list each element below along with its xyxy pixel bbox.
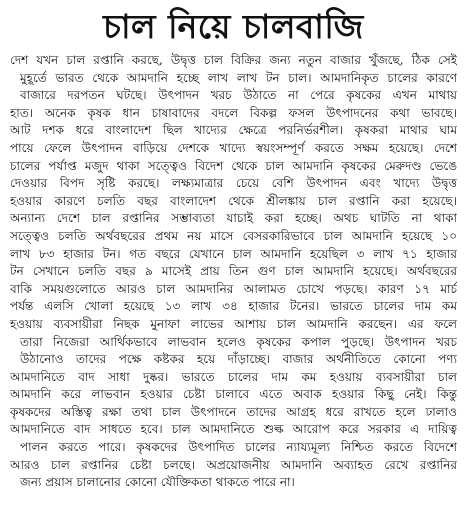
article-line-8: দেওয়ার বিপদ সৃষ্টি করছে। লক্ষ্যমাত্রার চেয়ে বেশি উৎপাদন এবং খাদ্যে উদ্বৃত্ত — [10, 176, 457, 191]
article-line-2: মুহূর্তে ভারত থেকে আমদানি হচ্ছে লাখ লাখ টন চাল। আমদানিকৃত চালের কারণে — [20, 70, 457, 85]
article-line-5: আট দশক ধরে বাংলাদেশ ছিল খাদ্যের ক্ষেত্রে পরনির্ভরশীল। কৃষকরা মাথার ঘাম — [10, 123, 457, 138]
article-line-17: তারা নিজেরা আর্থিকভাবে লাভবান হলেও কৃষকের কপাল পুড়ছে। উৎপাদন খরচ — [20, 334, 457, 349]
article-line-7: চালের পর্যাপ্ত মজুদ থাকা সত্ত্বেও বিদেশ থেকে চাল আমদানি কৃষকের মেরুদণ্ড ভেঙে — [10, 158, 457, 173]
article-line-13: টন সেখানে চলতি বছর ৯ মাসেই প্রায় তিন গুণ চাল আমদানি হয়েছে। অর্থবছরের — [10, 264, 457, 279]
article-line-16: হওয়ায় ব্যবসায়ীরা নিছক মুনাফা লাভের আশায় চাল আমদানি করছেন। এর ফলে — [10, 316, 457, 331]
article-line-15: পর্যন্ত এলসি খোলা হয়েছে ১৩ লাখ ৩৪ হাজার টনের। ভারতে চালের দাম কম — [10, 299, 457, 314]
article-body — [10, 52, 457, 492]
article-line-18: উঠানোও তাদের পক্ষে কষ্টকর হয়ে দাঁড়াচ্ছে। বাজার অর্থনীতিতে কোনো পণ্য — [20, 352, 457, 367]
article-line-20: আমদানি করে লাভবান হওয়ার চেষ্টা চালাবে এতে অবাক হওয়ার কিছু নেই। কিন্তু — [10, 387, 457, 402]
article-headline: চাল নিয়ে চালবাজি — [103, 7, 364, 46]
article-line-4: হাত। অনেক কৃষক ধান চাষাবাদের বদলে বিকল্প ফসল উৎপাদনের কথা ভাবছে। — [10, 105, 457, 120]
article-line-11: সত্ত্বেও চলতি অর্থবছরের প্রথম নয় মাসে বেসরকারিভাবে চাল আমদানি হয়েছে ১০ — [10, 228, 457, 243]
article-line-24: আরও চাল রপ্তানির চেষ্টা চলছে। অপ্রয়োজনীয় আমদানি অব্যাহত রেখে রপ্তানির — [10, 457, 457, 472]
article-line-23: পালন করতে পারে। কৃষকদের উৎপাদিত চালের ন্যায্যমূল্য নিশ্চিত করতে বিদেশে — [20, 440, 457, 455]
article-line-19: আমদানিতে বাদ সাধা দুষ্কর। ভারতে চালের দাম কম হওয়ায় ব্যবসায়ীরা চাল — [10, 369, 457, 384]
article-line-14: বাকি সময়গুলোতে আরও চাল আমদানির আলামত চোখে পড়ছে। কারণ ১৭ মার্চ — [10, 281, 457, 296]
article-line-25: জন্য প্রয়াস চালানোর কোনো যৌক্তিকতা থাকতে পারে না। — [20, 475, 295, 490]
article-line-9: হওয়ার কারণে চলতি বছর বাংলাদেশ থেকে শ্রীলঙ্কায় চাল রপ্তানি করা হয়েছে। — [10, 193, 457, 208]
article-line-3: বাজারে দরপতন ঘটছে। উৎপাদন খরচ উঠাতে না পেরে কৃষকের এখন মাথায় — [20, 88, 457, 103]
article-line-1: দেশ যখন চাল রপ্তানি করছে, উদ্বৃত্ত চাল বিক্রির জন্য নতুন বাজার খুঁজছে, ঠিক সেই — [10, 53, 457, 67]
article-line-6: পায়ে ফেলে উৎপাদন বাড়িয়ে দেশকে খাদ্যে স্বয়ংসম্পূর্ণ করতে সক্ষম হয়েছে। দেশে — [10, 140, 457, 155]
article-line-10: অন্যান্য দেশে চাল রপ্তানির সম্ভাব্যতা যাচাই করা হচ্ছে। অথচ ঘাটতি না থাকা — [10, 211, 457, 226]
article-line-21: কৃষকদের অস্তিত্ব রক্ষা তথা চাল উৎপাদনে তাদের আগ্রহ ধরে রাখতে হলে ঢালাও — [10, 404, 457, 419]
article-line-12: লাখ ৮৩ হাজার টন। গত বছরে যেখানে চাল আমদানি হয়েছিল ৩ লাখ ৭১ হাজার — [10, 246, 457, 261]
article-line-22: আমদানিতে বাদ সাধতে হবে। চাল আমদানিতে শুল্ক আরোপ করে সরকার এ দায়িত্ব — [10, 422, 457, 437]
